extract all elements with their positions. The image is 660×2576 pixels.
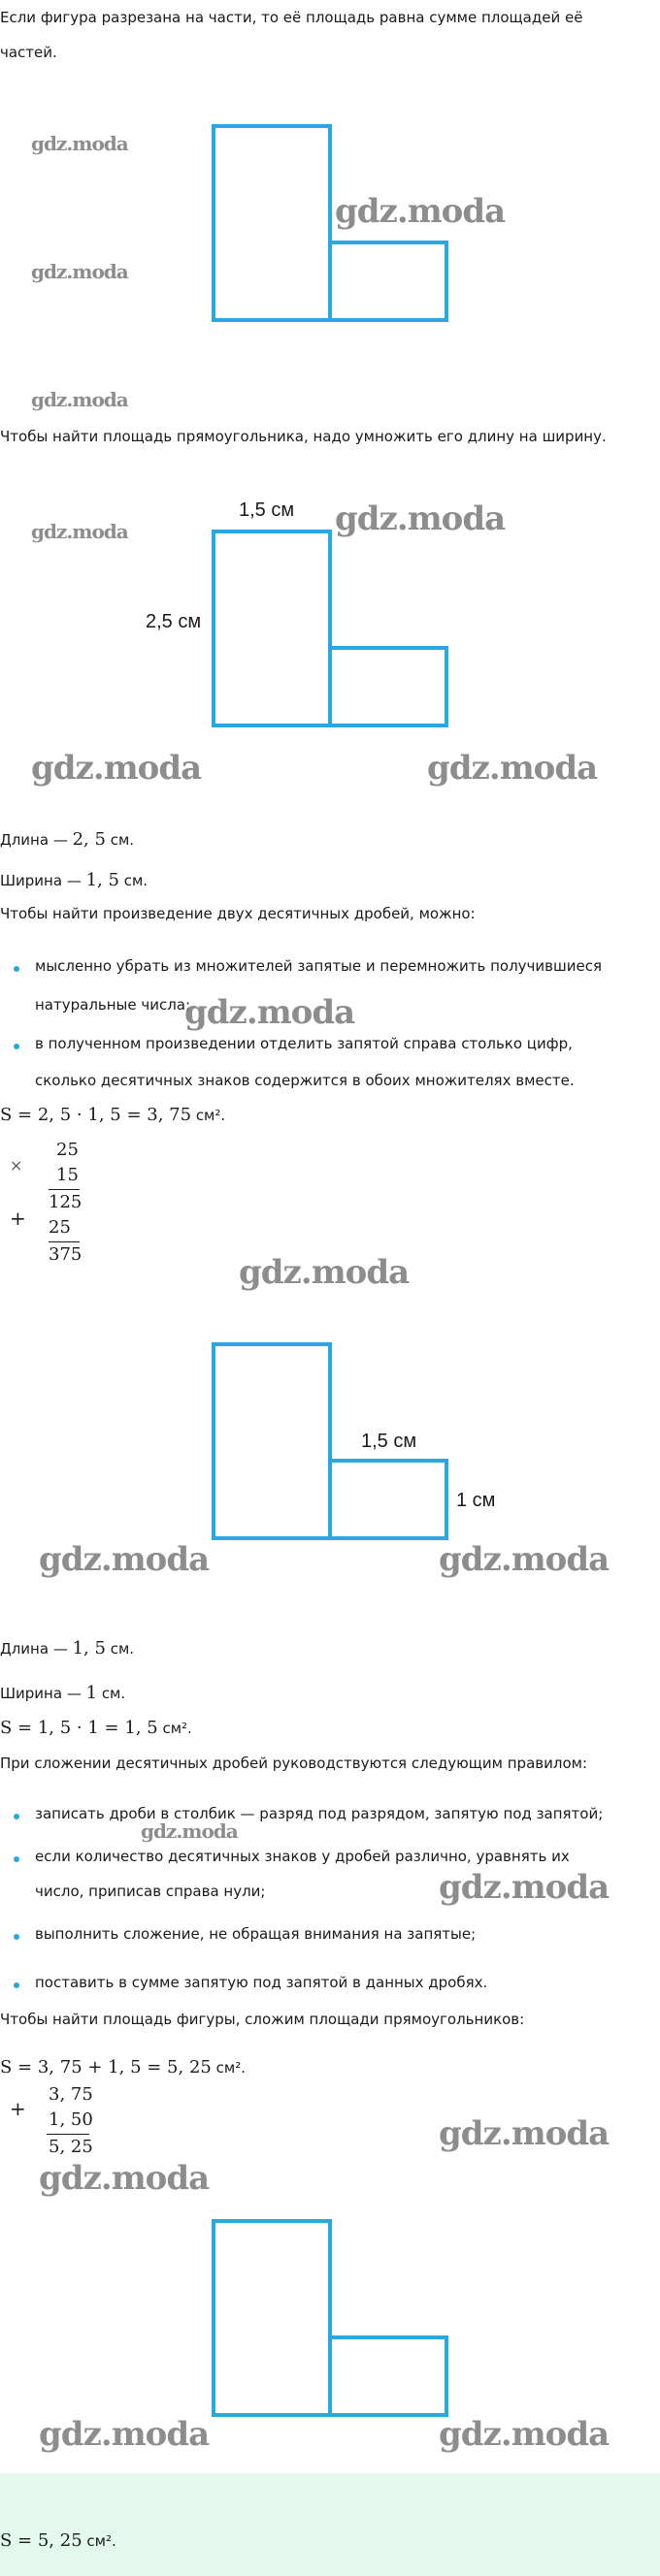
length-1-value: 2, 5 [72, 829, 106, 850]
decimal-multiplication-rule: Чтобы найти произведение двух десятичных дробей, можно: [0, 905, 476, 922]
watermark: gdz.moda [439, 1868, 610, 1907]
figure-2-side-label: 2,5 см [146, 611, 202, 632]
addition-bullet-1: записать дроби в столбик — разряд под разрядом, запятую под запятой; [35, 1805, 604, 1822]
addition-bullet-2-line-2: число, приписав справа нули; [35, 1883, 266, 1900]
partial-product-1: 125 [49, 1192, 82, 1212]
addend-b: 1, 50 [49, 2109, 93, 2130]
bullet-2-line-2: сколько десятичных знаков содержится в обоих множителях вместе. [35, 1072, 575, 1089]
addend-a: 3, 75 [49, 2084, 93, 2105]
watermark: gdz.moda [439, 1540, 610, 1579]
figure-3-top-label: 1,5 см [361, 1431, 417, 1452]
plus-sign: + [10, 2097, 26, 2120]
sum-result: 5, 25 [49, 2137, 93, 2157]
product-result: 375 [49, 1244, 82, 1265]
plus-sign: + [10, 1207, 26, 1230]
width-2-value: 1 [85, 1683, 98, 1703]
watermark: gdz.moda [239, 1253, 410, 1292]
length-2-value: 1, 5 [72, 1638, 106, 1658]
equation-2: S = 1, 5 · 1 = 1, 5 см². [0, 1718, 192, 1738]
width-1: Ширина — 1, 5 см. [0, 870, 148, 890]
watermark: gdz.moda [427, 749, 598, 788]
length-2: Длина — 1, 5 см. [0, 1638, 135, 1658]
figure-3-side-label: 1 см [456, 1490, 496, 1511]
partial-product-2: 25 [49, 1217, 71, 1238]
width-2: Ширина — 1 см. [0, 1683, 126, 1703]
bullet-1-line-2: натуральные числа; [35, 996, 191, 1014]
rectangle-area-rule: Чтобы найти площадь прямоугольника, надо умножить его длину на ширину. [0, 428, 607, 445]
answer-box [0, 2473, 660, 2576]
watermark: gdz.moda [39, 2415, 210, 2454]
bullet-2-line-1: в полученном произведении отделить запятой справа столько цифр, [35, 1035, 573, 1052]
length-1: Длина — 2, 5 см. [0, 829, 135, 850]
factor-b: 15 [56, 1165, 79, 1185]
figure-4-wide-rect [330, 2337, 446, 2415]
figure-2-top-label: 1,5 см [239, 499, 295, 521]
intro-line-1: Если фигура разрезана на части, то её площадь равна сумме площадей её [0, 9, 583, 26]
figure-4-tall-rect [214, 2221, 330, 2415]
addition-bullet-2-line-1: если количество десятичных знаков у дробей различно, уравнять их [35, 1848, 570, 1865]
watermark: gdz.moda [31, 520, 128, 543]
watermark: gdz.moda [39, 1540, 210, 1579]
watermark: gdz.moda [335, 192, 506, 231]
intro-line-2: частей. [0, 44, 57, 61]
watermark: gdz.moda [31, 388, 128, 411]
equation-3: S = 3, 75 + 1, 5 = 5, 25 см². [0, 2057, 246, 2077]
decimal-addition-rule: При сложении десятичных дробей руководствуются следующим правилом: [0, 1755, 587, 1772]
watermark: gdz.moda [31, 260, 128, 283]
times-sign: × [10, 1156, 23, 1175]
addition-bullet-4: поставить в сумме запятую под запятой в данных дробях. [35, 1974, 488, 1991]
final-answer: S = 5, 25 см². [0, 2530, 116, 2551]
watermark: gdz.moda [141, 1819, 238, 1843]
factor-a: 25 [56, 1140, 79, 1160]
width-1-value: 1, 5 [85, 870, 119, 890]
watermark: gdz.moda [335, 499, 506, 538]
watermark: gdz.moda [31, 749, 202, 788]
watermark: gdz.moda [439, 2114, 610, 2153]
figure-area-sum-rule: Чтобы найти площадь фигуры, сложим площади прямоугольников: [0, 2011, 525, 2028]
watermark: gdz.moda [31, 132, 128, 155]
watermark: gdz.moda [39, 2159, 210, 2198]
watermark: gdz.moda [439, 2415, 610, 2454]
bullet-1-line-1: мысленно убрать из множителей запятые и перемножить получившиеся [35, 957, 602, 975]
watermark: gdz.moda [184, 993, 355, 1032]
equation-1: S = 2, 5 · 1, 5 = 3, 75 см². [0, 1105, 226, 1125]
addition-bullet-3: выполнить сложение, не обращая внимания на запятые; [35, 1925, 477, 1943]
